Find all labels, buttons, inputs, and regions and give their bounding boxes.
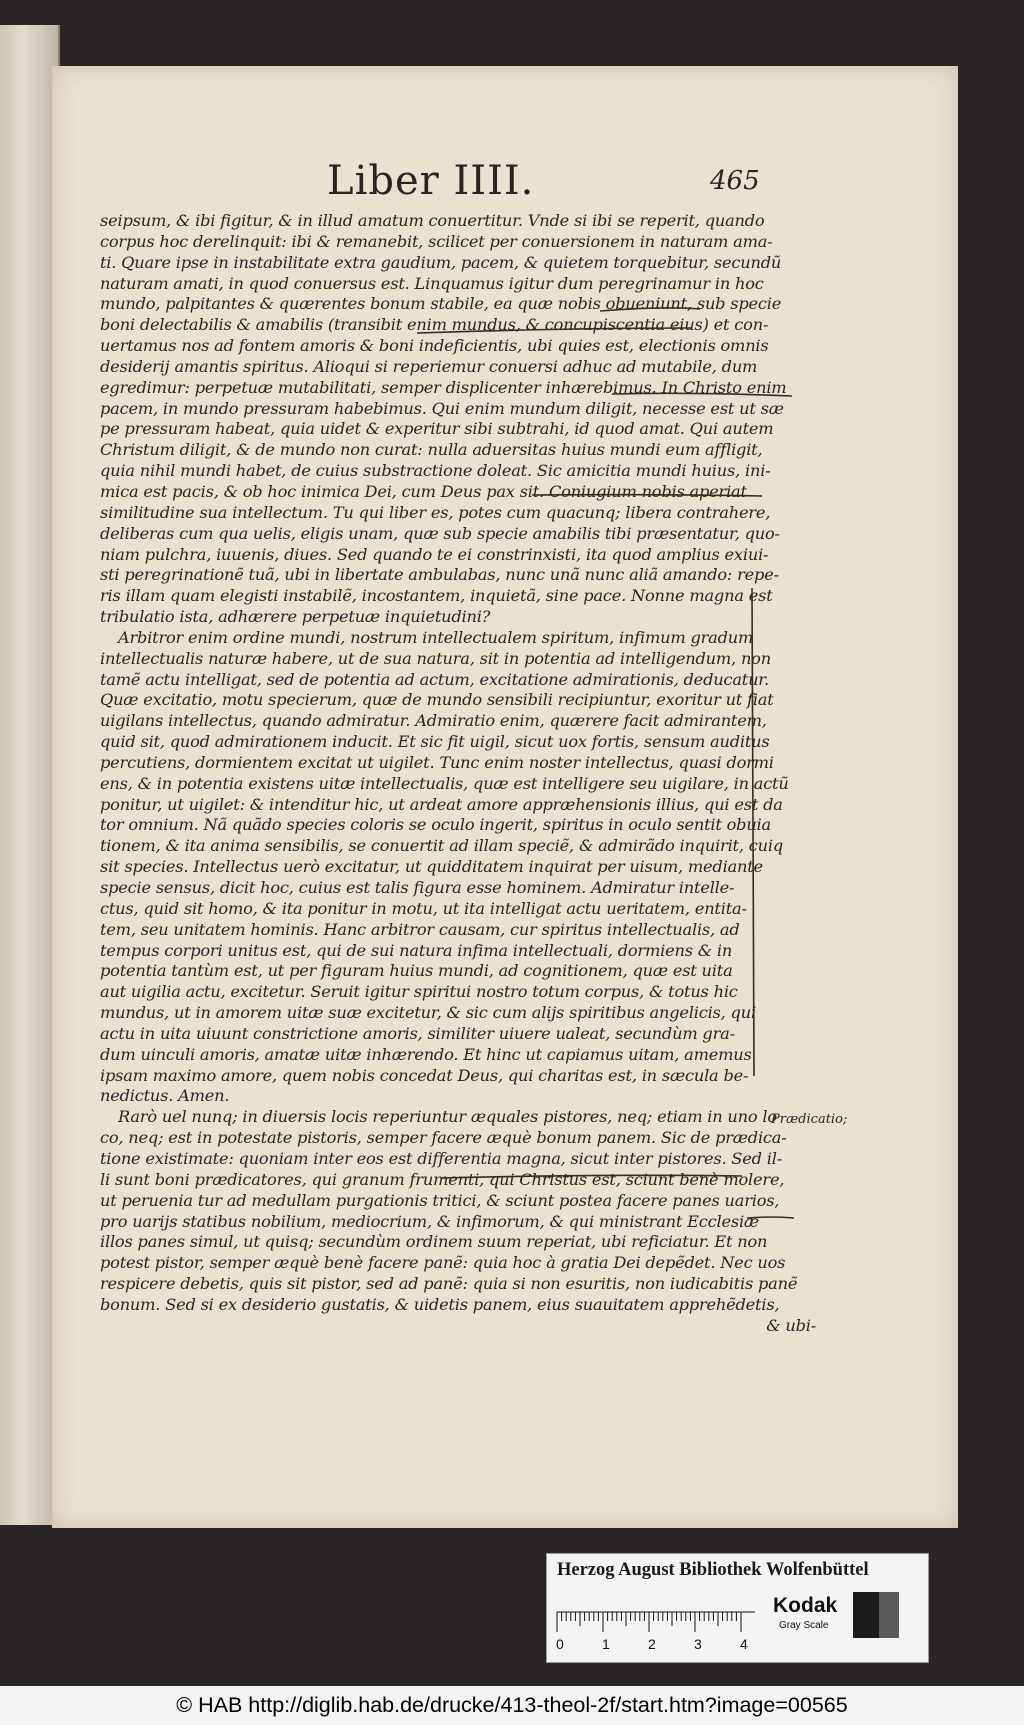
text-line: mundo, palpitantes & quærentes bonum stabile, ea quæ nobis obueniunt, sub specie (100, 294, 782, 314)
kodak-logo-text: Kodak (773, 1594, 838, 1617)
text-line: boni delectabilis & amabilis (transibit enim mundus, & concupiscentia eius) et con- (100, 315, 769, 335)
text-line: potest pistor, semper æquè benè facere panẽ: quia hoc à gratia Dei depẽdet. Nec uos (100, 1253, 786, 1273)
catchword: & ubi- (766, 1315, 816, 1335)
text-line: ctus, quid sit homo, & ita ponitur in motu, ut ita intelligat actu ueritatem, entita- (100, 898, 747, 918)
text-line: naturam amati, in quod conuersus est. Linquamus igitur dum peregrinamur in hoc (100, 273, 764, 293)
text-line: intellectualis naturæ habere, ut de sua natura, sit in potentia ad intelligendum, non (100, 648, 771, 668)
text-line: quid sit, quod admirationem inducit. Et sic fit uigil, sicut uox fortis, sensum auditus (100, 732, 770, 752)
text-line: mundus, ut in amorem uitæ suæ excitetur, & sic cum alijs spiritibus angelicis, qui (100, 1003, 756, 1023)
body-text (100, 211, 820, 1337)
gray-scale-label: Gray Scale (779, 1620, 829, 1631)
scale-label-3: 3 (694, 1636, 702, 1652)
text-line: aut uigilia actu, excitetur. Seruit igitur spiritui nostro totum corpus, & totus hic (100, 982, 738, 1002)
gray-swatch-dark (853, 1592, 879, 1638)
text-line: Arbitror enim ordine mundi, nostrum intellectualem spiritum, infimum gradum (118, 627, 754, 647)
text-line: corpus hoc derelinquit: ibi & remanebit, scilicet per conuersionem in naturam ama- (100, 231, 773, 251)
text-line: pro uarijs statibus nobilium, mediocrium, & infimorum, & qui ministrant Ecclesiæ (100, 1211, 759, 1231)
text-line: seipsum, & ibi figitur, & in illud amatum conuertitur. Vnde si ibi se reperit, quando (100, 211, 765, 230)
text-line: deliberas cum qua uelis, eligis unam, quæ sub specie amabilis tibi præsentatur, quo- (100, 523, 780, 543)
text-line: tem, seu unitatem hominis. Hanc arbitror causam, cur spiritus intellectualis, ad (100, 919, 740, 939)
text-line: tamẽ actu intelligat, sed de potentia ad actum, excitatione admirationis, deducatur. (100, 669, 770, 689)
text-line: bonum. Sed si ex desiderio gustatis, & uidetis panem, eius suauitatem apprehẽdetis, (100, 1294, 780, 1314)
text-line: illos panes simul, ut quisq; secundùm ordinem suum reperiat, ubi reficiatur. Et non (100, 1232, 768, 1252)
text-line: pacem, in mundo pressuram habebimus. Qui enim mundum diligit, necesse est ut sæ (100, 398, 784, 418)
footer-bar (0, 1686, 1024, 1725)
text-line: uigilans intellectus, quando admiratur. Admiratio enim, quærere facit admirantem, (100, 711, 767, 731)
text-line: tor omnium. Nã quãdo species coloris se oculo ingerit, spiritus in oculo sentit obuia (100, 815, 771, 835)
page-number: 465 (710, 166, 760, 196)
text-line: Quæ excitatio, motu specierum, quæ de mundo sensibili recipiuntur, exoritur ut fiat (100, 690, 774, 710)
card-title: Herzog August Bibliothek Wolfenbüttel (557, 1560, 869, 1580)
page-header (52, 158, 958, 218)
book-page (52, 66, 958, 1528)
kodak-gray-scale (767, 1592, 919, 1640)
margin-note: Prædicatio; (771, 1112, 848, 1127)
ruler-scale (555, 1592, 765, 1654)
text-line: uertamus nos ad fontem amoris & boni indeficientis, ubi quies est, electionis omnis (100, 336, 769, 356)
text-line: li sunt boni prædicatores, qui granum frumenti, qui Christus est, sciunt benè molere, (100, 1169, 785, 1189)
text-line: ti. Quare ipse in instabilitate extra gaudium, pacem, & quietem torquebitur, secundũ (100, 252, 782, 272)
text-line: egredimur: perpetuæ mutabilitati, semper displicenter inhærebimus. In Christo enim (100, 377, 787, 397)
text-line: actu in uita uiuunt constrictione amoris, similiter uiuere ualeat, secundùm gra- (100, 1023, 735, 1043)
gray-swatch-mid (879, 1592, 899, 1638)
text-line: mica est pacis, & ob hoc inimica Dei, cum Deus pax sit. Coniugium nobis aperiat (100, 481, 747, 501)
text-line: potentia tantùm est, ut per figuram huius mundi, ad cognitionem, quæ est uita (100, 961, 733, 981)
text-line: quia nihil mundi habet, de cuius substractione doleat. Sic amicitia mundi huius, ini- (100, 461, 771, 481)
text-line: sti peregrinationẽ tuã, ubi in libertate ambulabas, nunc unã nunc aliã amando: repe- (100, 565, 779, 585)
text-line: respicere debetis, quis sit pistor, sed ad panẽ: quia si non esuritis, non iudicabitis panẽ (100, 1274, 798, 1294)
text-line: Rarò uel nunq; in diuersis locis reperiuntur æquales pistores, neq; etiam in uno lo (118, 1107, 777, 1127)
text-line: tione existimate: quoniam inter eos est differentia magna, sicut inter pistores. Sed il- (100, 1148, 782, 1168)
scale-label-4: 4 (740, 1636, 748, 1652)
text-line: tionem, & ita anima sensibilis, se conuertit ad illam speciẽ, & admirãdo inquirit, cuiq (100, 836, 783, 856)
text-line: ris illam quam elegisti instabilẽ, incostantem, inquietã, sine pace. Nonne magna est (100, 586, 773, 606)
text-line: specie sensus, dicit hoc, cuius est talis figura esse hominem. Admiratur intelle- (100, 878, 735, 897)
text-line: desiderij amantis spiritus. Alioqui si reperiemur conuersi adhuc ad mutabile, dum (100, 356, 758, 376)
text-line: co, neq; est in potestate pistoris, semper facere æquè bonum panem. Sic de prædica- (100, 1128, 787, 1148)
text-line: sit species. Intellectus uerò excitatur, ut quidditatem inquirat per uisum, mediante (100, 857, 763, 877)
text-line: dum uinculi amoris, amatæ uitæ inhærendo. Et hinc ut capiamus uitam, amemus (100, 1044, 752, 1064)
text-line: ipsam maximo amore, quem nobis concedat Deus, qui charitas est, in sæcula be- (100, 1065, 749, 1085)
scale-label-0: 0 (556, 1636, 564, 1652)
running-title: Liber IIII. (327, 158, 535, 204)
text-line: percutiens, dormientem excitat ut uigilet. Tunc enim noster intellectus, quasi dormi (100, 752, 774, 772)
text-line: similitudine sua intellectum. Tu qui liber es, potes cum quacunq; libera contrahere, (100, 502, 771, 522)
text-line: Christum diligit, & de mundo non curat: nulla aduersitas huius mundi eum affligit, (100, 440, 763, 460)
scale-label-2: 2 (648, 1636, 656, 1652)
text-line: ut peruenia tur ad medullam purgationis tritici, & sciunt postea facere panes uarios, (100, 1190, 780, 1210)
left-page-edge (0, 25, 60, 1525)
scale-label-1: 1 (602, 1636, 610, 1652)
color-calibration-card (546, 1553, 929, 1663)
text-line: tempus corpori unitus est, qui de sui natura infima intellectuali, dormiens & in (100, 940, 733, 960)
footer-copyright-link[interactable]: © HAB http://diglib.hab.de/drucke/413-theol-2f/start.htm?image=00565 (176, 1693, 848, 1717)
gray-swatch-light (899, 1592, 919, 1638)
text-line: niam pulchra, iuuenis, diues. Sed quando te ei constrinxisti, ita quod amplius exiui- (100, 544, 769, 564)
text-line: ponitur, ut uigilet: & intenditur hic, ut ardeat amore appræhensionis illius, qui est da (100, 794, 783, 814)
text-line: nedictus. Amen. (100, 1086, 230, 1106)
text-line: ens, & in potentia existens uitæ intellectualis, quæ est intelligere seu uigilare, in actũ (100, 773, 789, 793)
text-line: pe pressuram habeat, quia uidet & experitur sibi subtrahi, id quod amat. Qui autem (100, 419, 774, 439)
text-line: tribulatio ista, adhærere perpetuæ inquietudini? (100, 607, 491, 627)
